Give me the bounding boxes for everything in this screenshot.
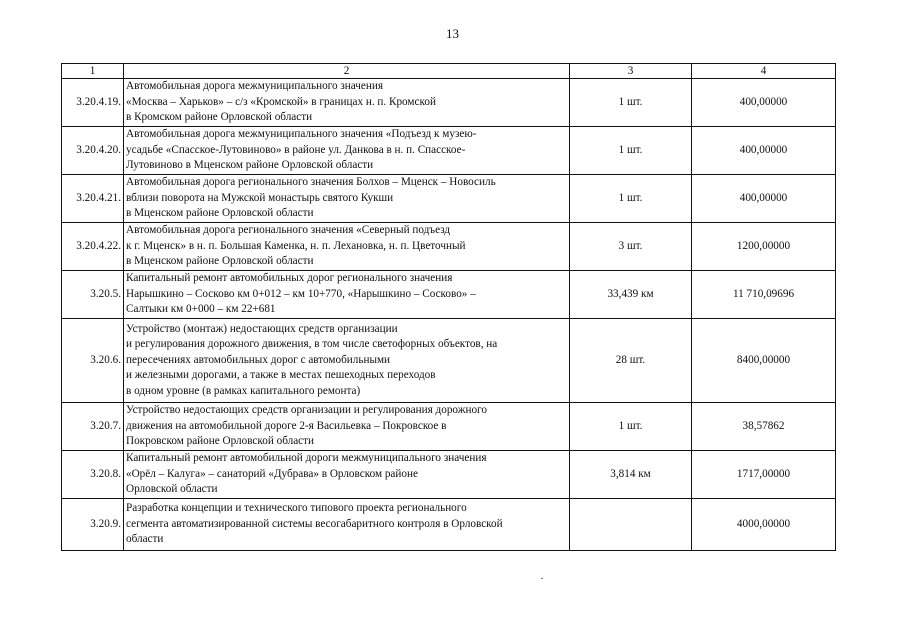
amount-cell: 8400,00000 [692,319,836,403]
table-row [62,319,836,403]
description-cell [124,79,570,127]
description-cell [124,223,570,271]
description-line: сегмента автоматизированной системы весогабаритного контроля в Орловской [126,517,503,530]
description-line: Устройство (монтаж) недостающих средств организации [126,322,398,335]
table-row [62,451,836,499]
header-col-3: 3 [570,64,692,79]
row-number-cell: 3.20.4.20. [62,127,124,175]
row-number-cell: 3.20.8. [62,451,124,499]
description-cell [124,319,570,403]
description-line: в одном уровне (в рамках капитального ремонта) [126,384,361,397]
description-line: Нарышкино – Сосково км 0+012 – км 10+770, «Нарышкино – Сосково» – [126,287,476,300]
description-cell [124,403,570,451]
description-cell [124,271,570,319]
description-cell [124,175,570,223]
amount-cell: 400,00000 [692,127,836,175]
description-line: к г. Мценск» в н. п. Большая Каменка, н. п. Лехановка, н. п. Цветочный [126,239,466,252]
table-header-row [62,64,836,79]
description-line: в Мценском районе Орловской области [126,255,314,268]
description-line: Покровском районе Орловской области [126,435,315,448]
quantity-cell: 33,439 км [570,271,692,319]
description-line: вблизи поворота на Мужской монастырь святого Кукши [126,191,394,204]
quantity-cell: 1 шт. [570,175,692,223]
amount-cell: 400,00000 [692,79,836,127]
amount-cell: 1717,00000 [692,451,836,499]
description-line: в Мценском районе Орловской области [126,207,314,220]
description-cell [124,499,570,551]
description-line: движения на автомобильной дороге 2-я Васильевка – Покровское в [126,419,447,432]
header-col-1: 1 [62,64,124,79]
description-line: Капитальный ремонт автомобильных дорог регионального значения [126,272,453,285]
description-line: Автомобильная дорога межмуниципального значения [126,80,384,93]
description-line: Разработка концепции и технического типового проекта регионального [126,502,467,515]
table-row [62,223,836,271]
description-line: и регулирования дорожного движения, в том числе светофорных объектов, на [126,338,498,351]
description-line: «Москва – Харьков» – с/з «Кромской» в границах н. п. Кромской [126,95,436,108]
amount-cell: 11 710,09696 [692,271,836,319]
quantity-cell: 1 шт. [570,79,692,127]
amount-cell: 1200,00000 [692,223,836,271]
description-line: пересечениях автомобильных дорог с автомобильными [126,353,391,366]
scan-speck [541,578,543,579]
quantity-cell: 1 шт. [570,403,692,451]
row-number-cell: 3.20.7. [62,403,124,451]
quantity-cell: 1 шт. [570,127,692,175]
description-line: Капитальный ремонт автомобильной дороги межмуниципального значения [126,452,487,465]
description-line: Автомобильная дорога регионального значения Болхов – Мценск – Новосиль [126,176,496,189]
table-row [62,499,836,551]
description-line: Салтыки км 0+000 – км 22+681 [126,303,276,316]
amount-cell: 4000,00000 [692,499,836,551]
table-row [62,403,836,451]
description-line: Автомобильная дорога регионального значения «Северный подъезд [126,224,451,237]
description-line: Автомобильная дорога межмуниципального значения «Подъезд к музею- [126,128,477,141]
description-line: области [126,533,164,546]
description-line: Лутовиново в Мценском районе Орловской области [126,159,374,172]
page-number: 13 [446,26,459,41]
description-line: Устройство недостающих средств организации и регулирования дорожного [126,404,487,417]
description-line: в Кромском районе Орловской области [126,111,313,124]
table-row [62,175,836,223]
description-line: Орловской области [126,483,218,496]
budget-table [61,63,836,551]
description-line: и железными дорогами, а также в местах пешеходных переходов [126,369,436,382]
description-cell [124,127,570,175]
amount-cell: 400,00000 [692,175,836,223]
table-row [62,127,836,175]
amount-cell: 38,57862 [692,403,836,451]
row-number-cell: 3.20.4.21. [62,175,124,223]
row-number-cell: 3.20.5. [62,271,124,319]
header-col-2: 2 [124,64,570,79]
description-line: усадьбе «Спасское-Лутовиново» в районе ул. Данкова в н. п. Спасское- [126,143,466,156]
table-row [62,79,836,127]
header-col-4: 4 [692,64,836,79]
quantity-cell: 3 шт. [570,223,692,271]
description-cell [124,451,570,499]
row-number-cell: 3.20.4.22. [62,223,124,271]
row-number-cell: 3.20.9. [62,499,124,551]
description-line: «Орёл – Калуга» – санаторий «Дубрава» в Орловском районе [126,467,418,480]
table-row [62,271,836,319]
quantity-cell: 28 шт. [570,319,692,403]
row-number-cell: 3.20.6. [62,319,124,403]
quantity-cell [570,499,692,551]
quantity-cell: 3,814 км [570,451,692,499]
row-number-cell: 3.20.4.19. [62,79,124,127]
